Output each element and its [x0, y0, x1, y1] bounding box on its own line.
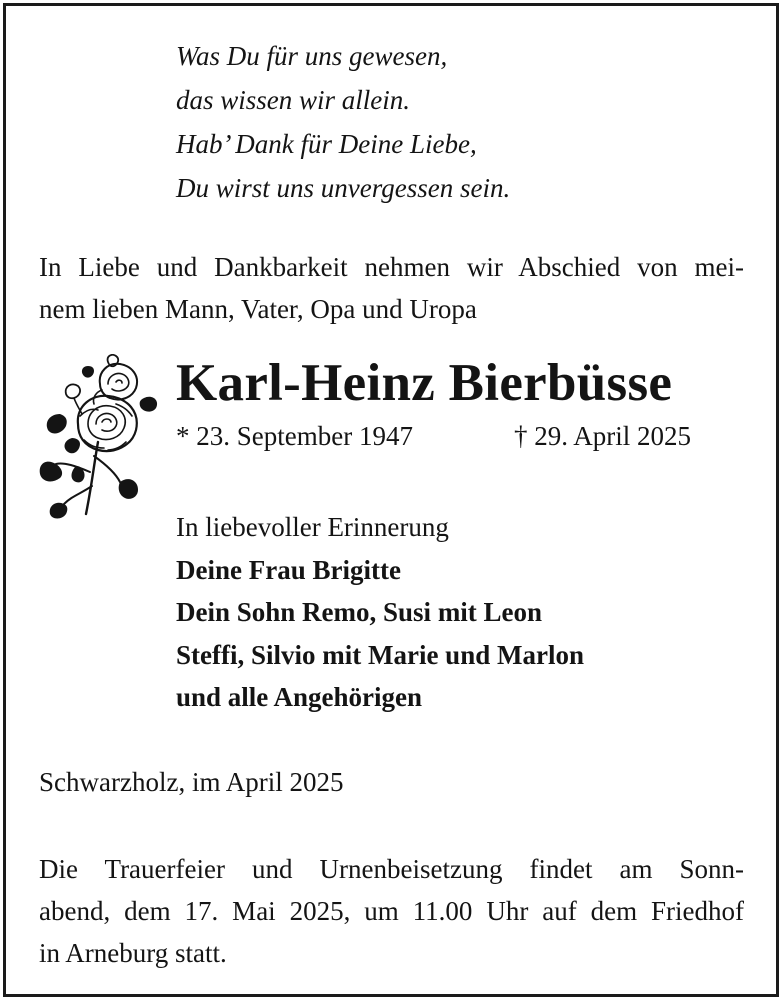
service-line: Die Trauerfeier und Urnenbeisetzung findet am Sonn- [39, 854, 744, 884]
mourner-line: Dein Sohn Remo, Susi mit Leon [176, 597, 543, 627]
obituary-notice [3, 3, 779, 997]
memorial-poem [176, 34, 510, 210]
poem-line: Hab’ Dank für Deine Liebe, [176, 129, 477, 159]
poem-line: das wissen wir allein. [176, 85, 411, 115]
birth-date: * 23. September 1947 [176, 421, 413, 451]
death-date: † 29. April 2025 [514, 421, 692, 451]
service-line: in Arneburg statt. [39, 938, 227, 968]
service-line: abend, dem 17. Mai 2025, um 11.00 Uhr auf dem Friedhof [39, 896, 744, 926]
intro-line: In Liebe und Dankbarkeit nehmen wir Abschied von mei- [39, 252, 744, 282]
place-and-date: Schwarzholz, im April 2025 [39, 767, 344, 797]
mourner-line: und alle Angehörigen [176, 682, 423, 712]
mourners-heading: In liebevoller Erinnerung [176, 512, 449, 542]
mourners-list [176, 506, 584, 719]
rose-icon [36, 354, 176, 519]
poem-line: Du wirst uns unvergessen sein. [176, 173, 511, 203]
mourner-line: Steffi, Silvio mit Marie und Marlon [176, 639, 584, 670]
mourner-line: Deine Frau Brigitte [176, 554, 401, 585]
deceased-name: Karl-Heinz Bierbüsse [176, 354, 673, 412]
funeral-service-info [39, 848, 744, 974]
farewell-intro [39, 246, 744, 330]
poem-line: Was Du für uns gewesen, [176, 41, 448, 71]
intro-line: nem lieben Mann, Vater, Opa und Uropa [39, 294, 477, 324]
life-dates [176, 416, 692, 456]
